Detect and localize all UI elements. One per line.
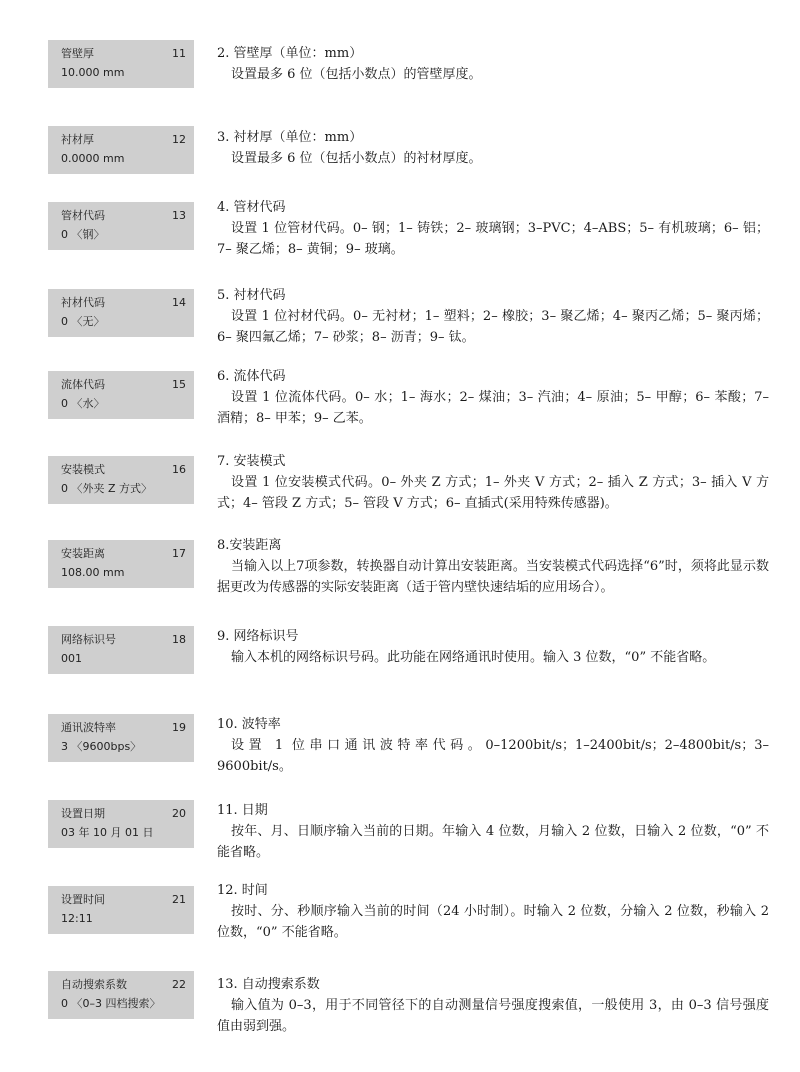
lcd-display [48,371,194,419]
lcd-value: 0 〈水〉 [61,397,105,410]
param-title: 10. 波特率 [217,717,281,732]
lcd-display [48,40,194,88]
lcd-value: 10.000 mm [61,66,125,79]
param-body: 设置 1 位流体代码。0– 水；1– 海水；2– 煤油；3– 汽油；4– 原油；5– 甲醇；6– 苯酸；7– 酒精；8– 甲苯；9– 乙苯。 [217,390,769,426]
lcd-label: 设置日期 [61,807,105,820]
param-body: 设置最多 6 位（包括小数点）的衬材厚度。 [231,151,482,166]
param-description [217,535,769,598]
param-body: 输入值为 0–3，用于不同管径下的自动测量信号强度搜索值，一般使用 3，由 0–3 信号强度值由弱到强。 [217,998,769,1034]
param-description [217,714,769,777]
lcd-display [48,540,194,588]
lcd-display [48,886,194,934]
lcd-label: 自动搜索系数 [61,978,127,991]
param-description [217,880,769,943]
lcd-value: 0 〈钢〉 [61,228,105,241]
lcd-value: 108.00 mm [61,566,125,579]
lcd-value: 0 〈外夹 Z 方式〉 [61,482,153,495]
param-title: 9. 网络标识号 [217,629,299,644]
lcd-label: 网络标识号 [61,633,116,646]
lcd-menu-number: 19 [172,721,186,734]
lcd-menu-number: 21 [172,893,186,906]
lcd-menu-number: 12 [172,133,186,146]
param-title: 7. 安装模式 [217,454,286,469]
param-title: 8.安装距离 [217,538,282,553]
param-body: 设置 1 位串口通讯波特率代码。0–1200bit/s；1–2400bit/s；2–4800bit/s；3–9600bit/s。 [217,738,769,774]
param-title: 3. 衬材厚（单位：mm） [217,130,363,145]
lcd-label: 通讯波特率 [61,721,116,734]
lcd-menu-number: 17 [172,547,186,560]
lcd-menu-number: 16 [172,463,186,476]
param-description [217,366,769,429]
param-title: 12. 时间 [217,883,268,898]
param-body: 设置 1 位安装模式代码。0– 外夹 Z 方式；1– 外夹 V 方式；2– 插入 Z 方式；3– 插入 V 方式；4– 管段 Z 方式；5– 管段 V 方式；6– 直插式(采用特殊传感器)。 [217,475,769,511]
param-description [217,626,769,668]
lcd-value: 0 〈0–3 四档搜索〉 [61,997,161,1010]
param-description [217,285,769,348]
param-title: 2. 管壁厚（单位：mm） [217,46,363,61]
lcd-label: 衬材代码 [61,296,105,309]
param-title: 5. 衬材代码 [217,288,286,303]
lcd-label: 安装距离 [61,547,105,560]
lcd-menu-number: 20 [172,807,186,820]
lcd-value: 12:11 [61,912,93,925]
param-title: 4. 管材代码 [217,200,286,215]
param-body: 按年、月、日顺序输入当前的日期。年输入 4 位数，月输入 2 位数，日输入 2 位数，“0” 不能省略。 [217,824,769,860]
param-description [217,127,769,169]
param-description [217,197,769,260]
lcd-label: 衬材厚 [61,133,94,146]
lcd-label: 管材代码 [61,209,105,222]
lcd-menu-number: 11 [172,47,186,60]
param-body: 设置最多 6 位（包括小数点）的管壁厚度。 [231,67,482,82]
param-body: 设置 1 位衬材代码。0– 无衬材；1– 塑料；2– 橡胶；3– 聚乙烯；4– 聚丙乙烯；5– 聚丙烯；6– 聚四氟乙烯；7– 砂浆；8– 沥青；9– 钛。 [217,309,769,345]
param-body: 输入本机的网络标识号码。此功能在网络通讯时使用。输入 3 位数，“0” 不能省略。 [231,650,716,665]
param-description [217,800,769,863]
param-description [217,974,769,1037]
lcd-display [48,800,194,848]
param-description [217,451,769,514]
lcd-label: 流体代码 [61,378,105,391]
lcd-display [48,626,194,674]
lcd-label: 管壁厚 [61,47,94,60]
lcd-display [48,202,194,250]
param-body: 设置 1 位管材代码。0– 钢；1– 铸铁；2– 玻璃钢；3–PVC；4–ABS；5– 有机玻璃；6– 铝；7– 聚乙烯；8– 黄铜；9– 玻璃。 [217,221,769,257]
lcd-menu-number: 13 [172,209,186,222]
lcd-label: 设置时间 [61,893,105,906]
lcd-display [48,714,194,762]
lcd-menu-number: 22 [172,978,186,991]
lcd-value: 0 〈无〉 [61,315,105,328]
lcd-display [48,971,194,1019]
param-title: 11. 日期 [217,803,268,818]
lcd-menu-number: 15 [172,378,186,391]
lcd-value: 3 〈9600bps〉 [61,740,142,753]
param-body: 按时、分、秒顺序输入当前的时间（24 小时制）。时输入 2 位数，分输入 2 位数，秒输入 2 位数，“0” 不能省略。 [217,904,769,940]
lcd-label: 安装模式 [61,463,105,476]
lcd-display [48,456,194,504]
lcd-value: 001 [61,652,82,665]
param-title: 13. 自动搜索系数 [217,977,320,992]
lcd-value: 0.0000 mm [61,152,125,165]
lcd-display [48,289,194,337]
lcd-display [48,126,194,174]
lcd-menu-number: 18 [172,633,186,646]
param-description [217,43,769,85]
lcd-menu-number: 14 [172,296,186,309]
param-title: 6. 流体代码 [217,369,286,384]
lcd-value: 03 年 10 月 01 日 [61,826,154,839]
param-body: 当输入以上7项参数，转换器自动计算出安装距离。当安装模式代码选择“6”时，须将此显示数据更改为传感器的实际安装距离（适于管内壁快速结垢的应用场合）。 [217,559,769,595]
